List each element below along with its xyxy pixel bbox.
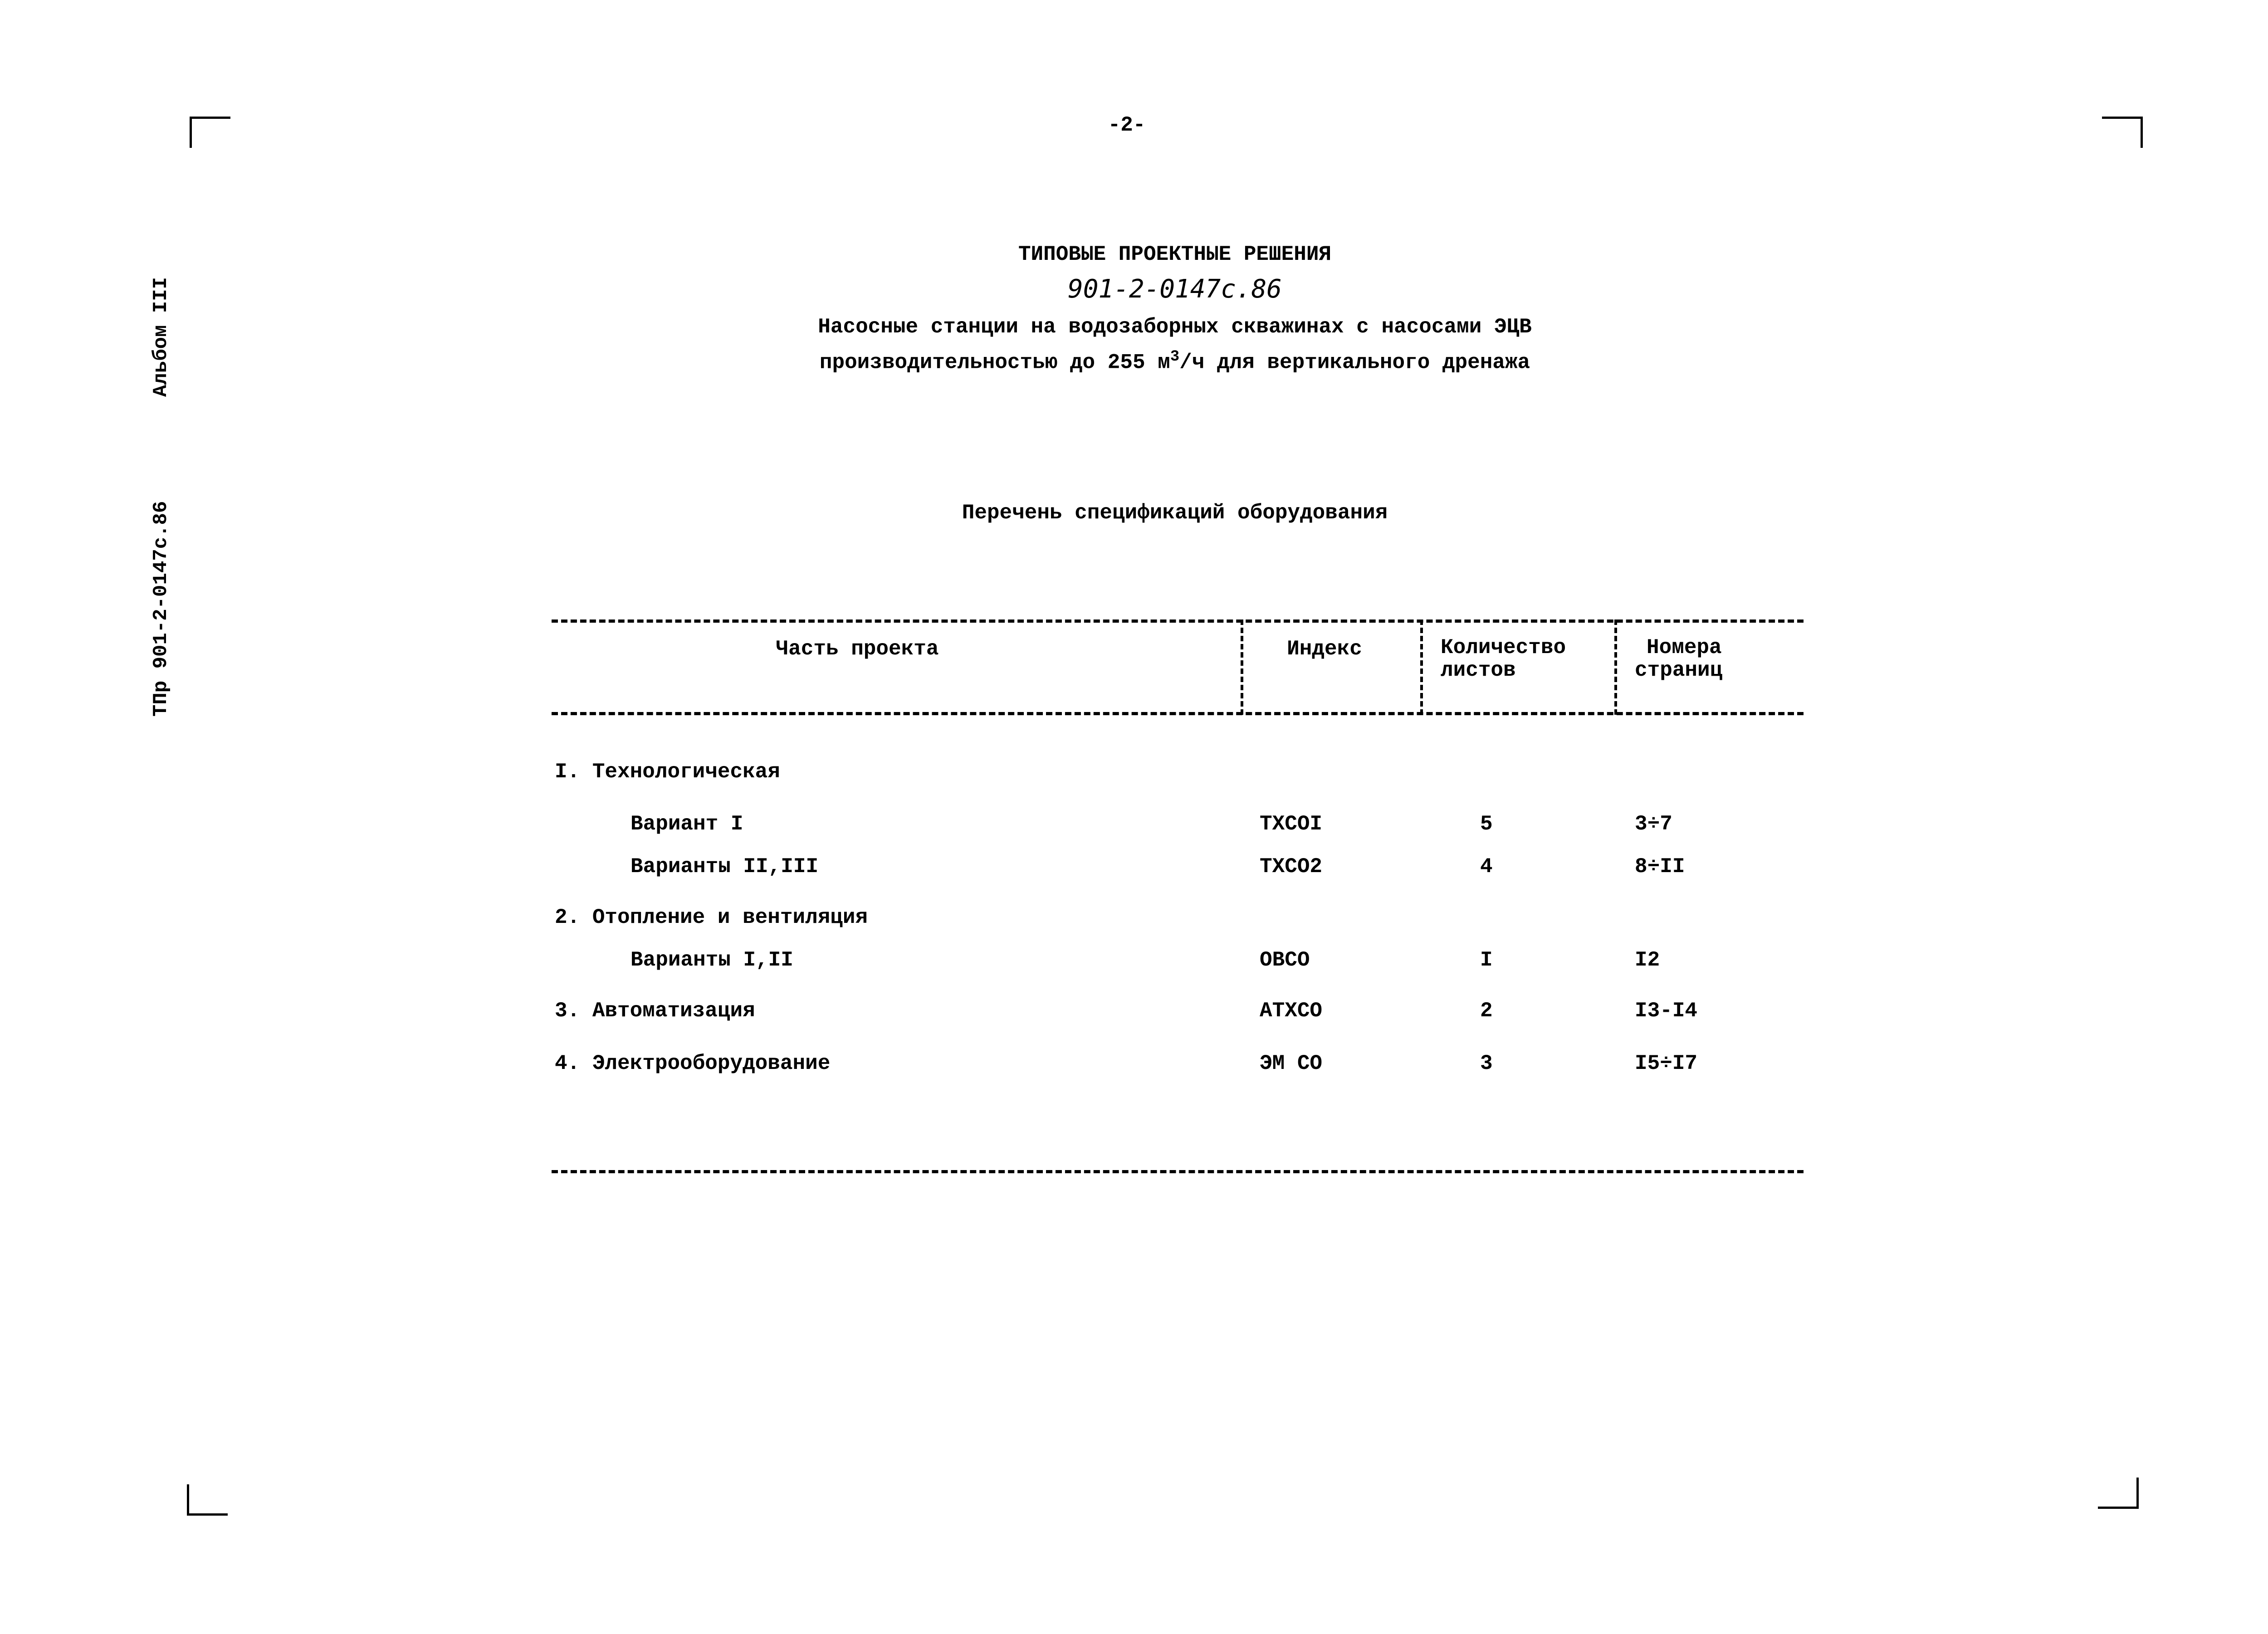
row-part: I. Технологическая <box>555 760 780 784</box>
side-album-stamp: Альбом III <box>150 277 172 397</box>
document-code: 901-2-0147с.86 <box>1067 274 1282 304</box>
row-part: 3. Автоматизация <box>555 999 755 1023</box>
column-header-pages <box>1635 636 1722 682</box>
row-sheets: 2 <box>1480 999 1493 1023</box>
column-separator <box>1420 619 1423 715</box>
row-part: 4. Электрооборудование <box>555 1052 831 1075</box>
superscript: 3 <box>1170 348 1180 366</box>
corner-mark-bottom-right <box>2098 1478 2139 1509</box>
row-part: 2. Отопление и вентиляция <box>555 906 868 929</box>
column-separator <box>1241 619 1243 715</box>
corner-mark-top-left <box>190 117 230 148</box>
section-heading: Перечень спецификаций оборудования <box>962 501 1388 525</box>
row-part: Вариант I <box>631 812 743 836</box>
row-sheets: I <box>1480 948 1493 972</box>
document-title: ТИПОВЫЕ ПРОЕКТНЫЕ РЕШЕНИЯ <box>1018 243 1332 266</box>
page-number: -2- <box>1108 113 1146 137</box>
row-index: ТХСО2 <box>1260 855 1323 878</box>
subtitle-text: производительностью до 255 м <box>819 351 1170 375</box>
row-pages: 3÷7 <box>1635 812 1672 836</box>
row-pages: I3-I4 <box>1635 999 1698 1023</box>
corner-mark-top-right <box>2102 117 2143 148</box>
row-index: ТХСОI <box>1260 812 1323 836</box>
row-pages: 8÷II <box>1635 855 1685 878</box>
column-header-sheets <box>1441 636 1566 682</box>
column-header-index: Индекс <box>1287 637 1362 661</box>
row-index: ЭМ СО <box>1260 1052 1323 1075</box>
corner-mark-bottom-left <box>187 1484 228 1516</box>
row-index: АТХСО <box>1260 999 1323 1023</box>
row-pages: I5÷I7 <box>1635 1052 1698 1075</box>
header-line: листов <box>1441 658 1516 682</box>
row-index: ОВСО <box>1260 948 1310 972</box>
side-doc-stamp: ТПр 901-2-0147с.86 <box>150 501 172 717</box>
table-bottom-rule <box>552 1170 1804 1173</box>
header-line: страниц <box>1635 658 1723 682</box>
subtitle-line-2 <box>820 348 1530 374</box>
column-header-part: Часть проекта <box>776 637 939 661</box>
header-line: Количество <box>1441 636 1566 659</box>
row-part: Варианты I,II <box>631 948 793 972</box>
subtitle-text-end: /ч для вертикального дренажа <box>1179 351 1530 375</box>
subtitle-line-1: Насосные станции на водозаборных скважинах с насосами ЭЦВ <box>818 315 1532 339</box>
row-sheets: 3 <box>1480 1052 1493 1075</box>
header-line: Номера <box>1647 636 1722 659</box>
column-separator <box>1614 619 1617 715</box>
row-sheets: 4 <box>1480 855 1493 878</box>
row-pages: I2 <box>1635 948 1660 972</box>
row-sheets: 5 <box>1480 812 1493 836</box>
row-part: Варианты II,III <box>631 855 819 878</box>
